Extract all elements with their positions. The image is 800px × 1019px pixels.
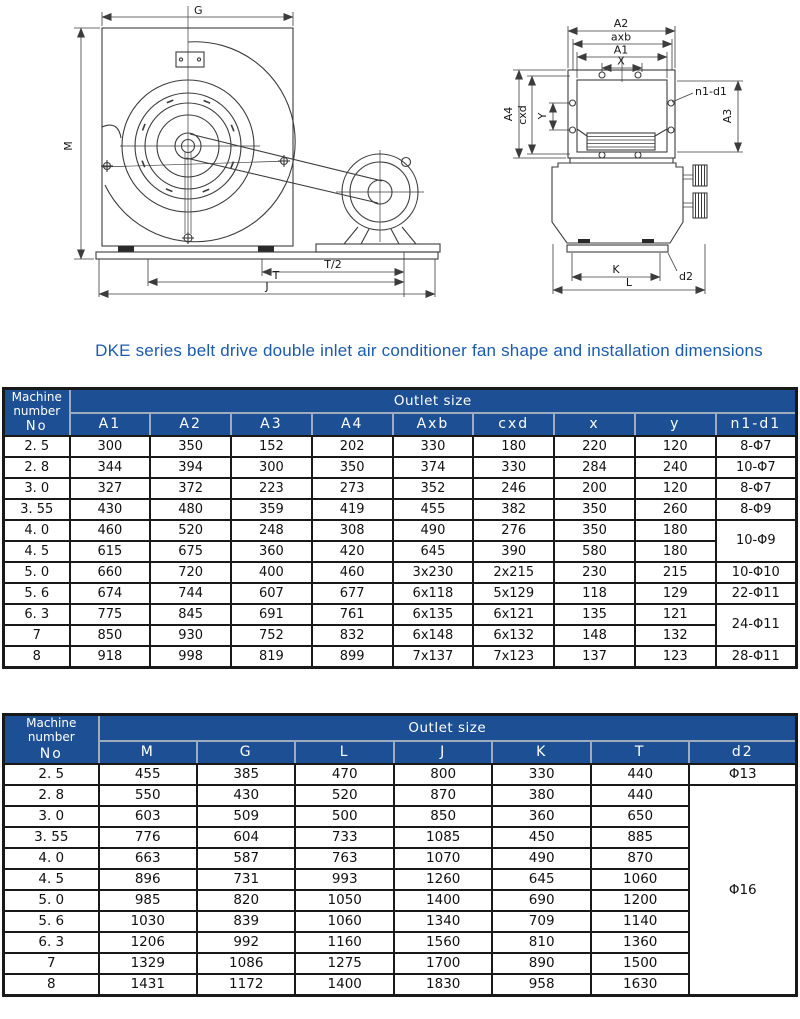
machine-number-cell: 2. 8: [4, 457, 70, 478]
column-header-G: G: [197, 741, 295, 764]
motor: [316, 150, 440, 252]
value-cell: 985: [99, 890, 197, 911]
value-cell: 645: [492, 869, 590, 890]
value-cell: 1630: [591, 974, 690, 996]
value-cell: 300: [70, 436, 151, 457]
value-cell: 2x215: [473, 562, 554, 583]
dim-label-J: J: [265, 280, 269, 293]
machine-number-cell: 7: [4, 953, 99, 974]
value-cell: 352: [393, 478, 474, 499]
value-cell: 733: [295, 827, 393, 848]
value-cell: 587: [197, 848, 295, 869]
dim-label-X: X: [617, 54, 625, 68]
fan-flange-dimensions-table: [2, 387, 798, 669]
value-cell: 480: [150, 499, 231, 520]
value-cell: 520: [295, 785, 393, 806]
value-cell: Φ16: [689, 785, 796, 996]
table-row: [4, 457, 797, 478]
table-row: [4, 953, 797, 974]
value-cell: 360: [492, 806, 590, 827]
value-cell: 215: [635, 562, 716, 583]
value-cell: 832: [312, 625, 393, 646]
value-cell: 135: [554, 604, 635, 625]
value-cell: 180: [635, 520, 716, 541]
value-cell: 202: [312, 436, 393, 457]
value-cell: 509: [197, 806, 295, 827]
value-cell: 300: [231, 457, 312, 478]
machine-number-cell: 5. 0: [4, 890, 99, 911]
value-cell: 400: [231, 562, 312, 583]
value-cell: Φ13: [689, 764, 796, 785]
column-header-A4: A4: [312, 413, 393, 436]
value-cell: 7x123: [473, 646, 554, 668]
column-header-L: L: [295, 741, 393, 764]
value-cell: 776: [99, 827, 197, 848]
value-cell: 420: [312, 541, 393, 562]
value-cell: 22-Φ11: [716, 583, 797, 604]
value-cell: 1500: [591, 953, 690, 974]
value-cell: 1200: [591, 890, 690, 911]
dim-label-Y: Y: [536, 112, 549, 120]
value-cell: 180: [635, 541, 716, 562]
column-header-J: J: [394, 741, 492, 764]
value-cell: 344: [70, 457, 151, 478]
machine-number-cell: 5. 0: [4, 562, 70, 583]
value-cell: 284: [554, 457, 635, 478]
column-header-row: [4, 741, 797, 764]
value-cell: 993: [295, 869, 393, 890]
value-cell: 775: [70, 604, 151, 625]
table-row: [4, 562, 797, 583]
value-cell: 890: [492, 953, 590, 974]
value-cell: 382: [473, 499, 554, 520]
fan-side-view-drawing: [60, 0, 460, 310]
column-header-K: K: [492, 741, 590, 764]
value-cell: 1400: [295, 974, 393, 996]
value-cell: 500: [295, 806, 393, 827]
value-cell: 152: [231, 436, 312, 457]
value-cell: 3x230: [393, 562, 474, 583]
value-cell: 744: [150, 583, 231, 604]
value-cell: 121: [635, 604, 716, 625]
fan-front-view-drawing: [490, 0, 800, 310]
value-cell: 1560: [394, 932, 492, 953]
value-cell: 490: [393, 520, 474, 541]
value-cell: 1085: [394, 827, 492, 848]
table-row: [4, 499, 797, 520]
value-cell: 5x129: [473, 583, 554, 604]
column-header-y: y: [635, 413, 716, 436]
value-cell: 10-Φ10: [716, 562, 797, 583]
machine-number-cell: 3. 0: [4, 478, 70, 499]
machine-number-cell: 3. 0: [4, 806, 99, 827]
value-cell: 308: [312, 520, 393, 541]
value-cell: 372: [150, 478, 231, 499]
value-cell: 763: [295, 848, 393, 869]
value-cell: 330: [473, 457, 554, 478]
value-cell: 992: [197, 932, 295, 953]
dim-label-A3: A3: [721, 108, 734, 124]
value-cell: 896: [99, 869, 197, 890]
value-cell: 490: [492, 848, 590, 869]
value-cell: 1830: [394, 974, 492, 996]
column-header-row: [4, 413, 797, 436]
value-cell: 390: [473, 541, 554, 562]
value-cell: 1275: [295, 953, 393, 974]
machine-header-no: No: [39, 746, 63, 763]
value-cell: 1431: [99, 974, 197, 996]
value-cell: 240: [635, 457, 716, 478]
machine-number-header: [4, 389, 70, 436]
value-cell: 132: [635, 625, 716, 646]
table-row: [4, 604, 797, 625]
value-cell: 1160: [295, 932, 393, 953]
value-cell: 607: [231, 583, 312, 604]
value-cell: 615: [70, 541, 151, 562]
value-cell: 6x118: [393, 583, 474, 604]
machine-number-cell: 2. 5: [4, 764, 99, 785]
dimension-lines: [513, 26, 743, 294]
machine-number-cell: 2. 8: [4, 785, 99, 806]
value-cell: 998: [150, 646, 231, 668]
machine-number-cell: 7: [4, 625, 70, 646]
value-cell: 1086: [197, 953, 295, 974]
value-cell: 752: [231, 625, 312, 646]
value-cell: 260: [635, 499, 716, 520]
dim-label-A1: A1: [613, 43, 629, 57]
machine-number-cell: 4. 5: [4, 541, 70, 562]
dim-label-T2: T/2: [324, 258, 342, 271]
value-cell: 220: [554, 436, 635, 457]
value-cell: 129: [635, 583, 716, 604]
dim-label-T: T: [272, 269, 280, 282]
fan-overall-dimensions-table: [2, 713, 798, 997]
value-cell: 24-Φ11: [716, 604, 797, 646]
machine-header-line: Machine number: [26, 716, 77, 745]
machine-number-cell: 5. 6: [4, 911, 99, 932]
column-header-T: T: [591, 741, 690, 764]
value-cell: 1400: [394, 890, 492, 911]
dim-label-M: M: [62, 141, 75, 151]
value-cell: 10-Φ7: [716, 457, 797, 478]
machine-header-line: Machine: [11, 390, 62, 404]
column-header-n1-d1: n1-d1: [716, 413, 797, 436]
value-cell: 899: [312, 646, 393, 668]
value-cell: 359: [231, 499, 312, 520]
value-cell: 180: [473, 436, 554, 457]
value-cell: 691: [231, 604, 312, 625]
value-cell: 419: [312, 499, 393, 520]
value-cell: 885: [591, 827, 690, 848]
machine-number-cell: 8: [4, 646, 70, 668]
value-cell: 1260: [394, 869, 492, 890]
value-cell: 460: [70, 520, 151, 541]
value-cell: 148: [554, 625, 635, 646]
value-cell: 450: [492, 827, 590, 848]
value-cell: 1140: [591, 911, 690, 932]
table-row: [4, 520, 797, 541]
value-cell: 248: [231, 520, 312, 541]
machine-header-no: No: [25, 419, 48, 435]
value-cell: 430: [70, 499, 151, 520]
value-cell: 6x121: [473, 604, 554, 625]
value-cell: 327: [70, 478, 151, 499]
column-header-M: M: [99, 741, 197, 764]
value-cell: 810: [492, 932, 590, 953]
dim-label-cxd: cxd: [516, 105, 529, 125]
value-cell: 1700: [394, 953, 492, 974]
value-cell: 455: [393, 499, 474, 520]
value-cell: 455: [99, 764, 197, 785]
outlet-size-header: Outlet size: [99, 715, 797, 741]
value-cell: 246: [473, 478, 554, 499]
value-cell: 800: [394, 764, 492, 785]
value-cell: 440: [591, 785, 690, 806]
value-cell: 1070: [394, 848, 492, 869]
value-cell: 470: [295, 764, 393, 785]
table-row: [4, 974, 797, 996]
value-cell: 918: [70, 646, 151, 668]
dim-label-d2: d2: [679, 270, 693, 283]
dim-label-K: K: [612, 263, 620, 276]
value-cell: 374: [393, 457, 474, 478]
page-title: DKE series belt drive double inlet air conditioner fan shape and installation dimensions: [95, 341, 763, 360]
dim-label-L: L: [625, 276, 633, 289]
value-cell: 123: [635, 646, 716, 668]
value-cell: 350: [312, 457, 393, 478]
value-cell: 230: [554, 562, 635, 583]
machine-header-line: number: [13, 404, 61, 419]
belt: [186, 134, 382, 203]
value-cell: 276: [473, 520, 554, 541]
table-row: [4, 436, 797, 457]
value-cell: 674: [70, 583, 151, 604]
value-cell: 1030: [99, 911, 197, 932]
table-row: [4, 646, 797, 668]
value-cell: 1050: [295, 890, 393, 911]
value-cell: 200: [554, 478, 635, 499]
value-cell: 120: [635, 478, 716, 499]
value-cell: 958: [492, 974, 590, 996]
table-row: [4, 541, 797, 562]
machine-number-cell: 3. 55: [4, 827, 99, 848]
fan-housing-profile: [552, 158, 707, 252]
table-row: [4, 764, 797, 785]
value-cell: 8-Φ7: [716, 436, 797, 457]
value-cell: 604: [197, 827, 295, 848]
table-row: [4, 911, 797, 932]
value-cell: 650: [591, 806, 690, 827]
value-cell: 819: [231, 646, 312, 668]
value-cell: 520: [150, 520, 231, 541]
machine-number-cell: 6. 3: [4, 604, 70, 625]
value-cell: 440: [591, 764, 690, 785]
value-cell: 850: [70, 625, 151, 646]
table-row: [4, 932, 797, 953]
table-row: [4, 806, 797, 827]
machine-number-cell: 4. 5: [4, 869, 99, 890]
value-cell: 731: [197, 869, 295, 890]
column-header-A2: A2: [150, 413, 231, 436]
column-header-x: x: [554, 413, 635, 436]
value-cell: 580: [554, 541, 635, 562]
machine-number-cell: 8: [4, 974, 99, 996]
value-cell: 360: [231, 541, 312, 562]
value-cell: 350: [554, 520, 635, 541]
value-cell: 690: [492, 890, 590, 911]
table-row: [4, 478, 797, 499]
value-cell: 850: [394, 806, 492, 827]
column-header-A1: A1: [70, 413, 151, 436]
value-cell: 8-Φ7: [716, 478, 797, 499]
table-row: [4, 869, 797, 890]
value-cell: 1060: [591, 869, 690, 890]
value-cell: 930: [150, 625, 231, 646]
value-cell: 137: [554, 646, 635, 668]
value-cell: 120: [635, 436, 716, 457]
fan-housing: [102, 28, 295, 246]
column-header-cxd: cxd: [473, 413, 554, 436]
value-cell: 223: [231, 478, 312, 499]
value-cell: 385: [197, 764, 295, 785]
value-cell: 663: [99, 848, 197, 869]
value-cell: 839: [197, 911, 295, 932]
value-cell: 350: [150, 436, 231, 457]
value-cell: 330: [492, 764, 590, 785]
machine-number-cell: 6. 3: [4, 932, 99, 953]
value-cell: 394: [150, 457, 231, 478]
value-cell: 550: [99, 785, 197, 806]
value-cell: 870: [394, 785, 492, 806]
value-cell: 330: [393, 436, 474, 457]
outlet-size-header: Outlet size: [70, 389, 797, 413]
value-cell: 677: [312, 583, 393, 604]
value-cell: 6x135: [393, 604, 474, 625]
machine-number-cell: 4. 0: [4, 520, 70, 541]
table-row: [4, 625, 797, 646]
value-cell: 709: [492, 911, 590, 932]
value-cell: 350: [554, 499, 635, 520]
table-row: [4, 848, 797, 869]
value-cell: 675: [150, 541, 231, 562]
value-cell: 720: [150, 562, 231, 583]
dim-label-axb: axb: [610, 30, 632, 44]
table-row: [4, 890, 797, 911]
value-cell: 870: [591, 848, 690, 869]
value-cell: 28-Φ11: [716, 646, 797, 668]
table-row: [4, 827, 797, 848]
machine-number-cell: 5. 6: [4, 583, 70, 604]
value-cell: 460: [312, 562, 393, 583]
value-cell: 845: [150, 604, 231, 625]
machine-number-header: [4, 715, 99, 764]
value-cell: 603: [99, 806, 197, 827]
value-cell: 6x132: [473, 625, 554, 646]
value-cell: 6x148: [393, 625, 474, 646]
value-cell: 645: [393, 541, 474, 562]
bolt-symbol: [101, 155, 290, 244]
value-cell: 430: [197, 785, 295, 806]
value-cell: 7x137: [393, 646, 474, 668]
dim-label-n1-d1: n1-d1: [695, 85, 727, 98]
dim-label-G: G: [194, 4, 203, 17]
value-cell: 273: [312, 478, 393, 499]
machine-number-cell: 3. 55: [4, 499, 70, 520]
column-header-A3: A3: [231, 413, 312, 436]
table-row: [4, 785, 797, 806]
dim-label-A2: A2: [613, 17, 629, 30]
value-cell: 1060: [295, 911, 393, 932]
value-cell: 8-Φ9: [716, 499, 797, 520]
dim-label-A4: A4: [502, 106, 515, 122]
value-cell: 1340: [394, 911, 492, 932]
value-cell: 660: [70, 562, 151, 583]
value-cell: 380: [492, 785, 590, 806]
column-header-d2: d2: [689, 741, 796, 764]
value-cell: 118: [554, 583, 635, 604]
value-cell: 10-Φ9: [716, 520, 797, 562]
outlet-flange: [568, 58, 675, 158]
machine-number-cell: 4. 0: [4, 848, 99, 869]
value-cell: 761: [312, 604, 393, 625]
value-cell: 1360: [591, 932, 690, 953]
value-cell: 1206: [99, 932, 197, 953]
value-cell: 1172: [197, 974, 295, 996]
table-row: [4, 583, 797, 604]
base-frame: [96, 246, 438, 259]
column-header-Axb: Axb: [393, 413, 474, 436]
value-cell: 1329: [99, 953, 197, 974]
machine-number-cell: 2. 5: [4, 436, 70, 457]
value-cell: 820: [197, 890, 295, 911]
